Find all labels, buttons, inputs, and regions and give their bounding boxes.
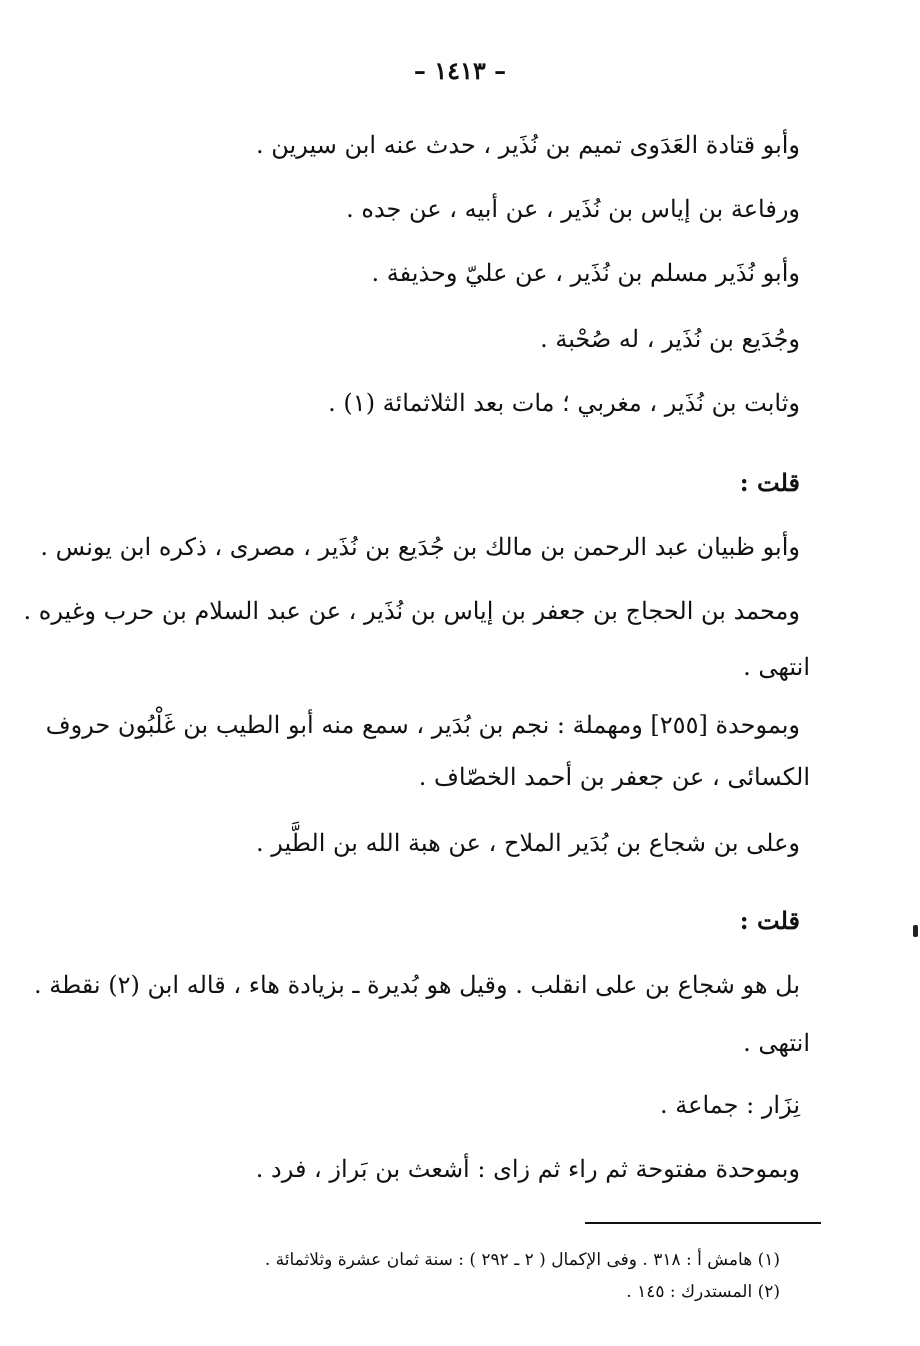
- text-line-12: نِزَار : جماعة .: [660, 1091, 800, 1119]
- margin-mark: [913, 925, 918, 937]
- text-line-5: وثابت بن نُذَير ، مغربي ؛ مات بعد الثلاثمائة (١) .: [328, 389, 800, 417]
- page-number: – ١٤١٣ –: [413, 56, 507, 85]
- text-line-1: وأبو قتادة العَدَوى تميم بن نُذَير ، حدث عنه ابن سيرين .: [256, 131, 800, 159]
- qult-heading-2: قلت :: [739, 906, 800, 935]
- footnote-1: (١) هامش أ : ٣١٨ . وفى الإكمال ( ٢ ـ ٢٩٢ ) : سنة ثمان عشرة وثلاثمائة .: [264, 1250, 780, 1270]
- text-line-11: بل هو شجاع بن على انقلب . وقيل هو بُديرة ـ بزيادة هاء ، قاله ابن (٢) نقطة .: [33, 971, 800, 999]
- text-line-13: وبموحدة مفتوحة ثم راء ثم زاى : أشعث بن بَراز ، فرد .: [255, 1155, 800, 1183]
- footnote-divider: [585, 1222, 821, 1224]
- text-line-10: وعلى بن شجاع بن بُدَير الملاح ، عن هبة الله بن الطَّير .: [255, 829, 800, 857]
- text-line-3: وأبو نُذَير مسلم بن نُذَير ، عن عليّ وحذيفة .: [371, 259, 800, 287]
- text-line-2: ورفاعة بن إياس بن نُذَير ، عن أبيه ، عن جده .: [346, 195, 800, 223]
- intaha-2: انتهى .: [743, 1029, 810, 1057]
- text-line-9: الكسائى ، عن جعفر بن أحمد الخصّاف .: [418, 763, 810, 791]
- text-line-6: وأبو ظبيان عبد الرحمن بن مالك بن جُدَيع بن نُذَير ، مصرى ، ذكره ابن يونس .: [40, 533, 800, 561]
- intaha-1: انتهى .: [743, 653, 810, 681]
- footnote-2: (٢) المستدرك : ١٤٥ .: [626, 1282, 780, 1302]
- qult-heading-1: قلت :: [739, 468, 800, 497]
- text-line-4: وجُدَيع بن نُذَير ، له صُحْبة .: [540, 325, 800, 353]
- text-line-8: وبموحدة [٢٥٥] ومهملة : نجم بن بُدَير ، سمع منه أبو الطيب بن غَلْبُون حروف: [45, 711, 800, 739]
- text-line-7: ومحمد بن الحجاج بن جعفر بن إياس بن نُذَير ، عن عبد السلام بن حرب وغيره .: [23, 597, 800, 625]
